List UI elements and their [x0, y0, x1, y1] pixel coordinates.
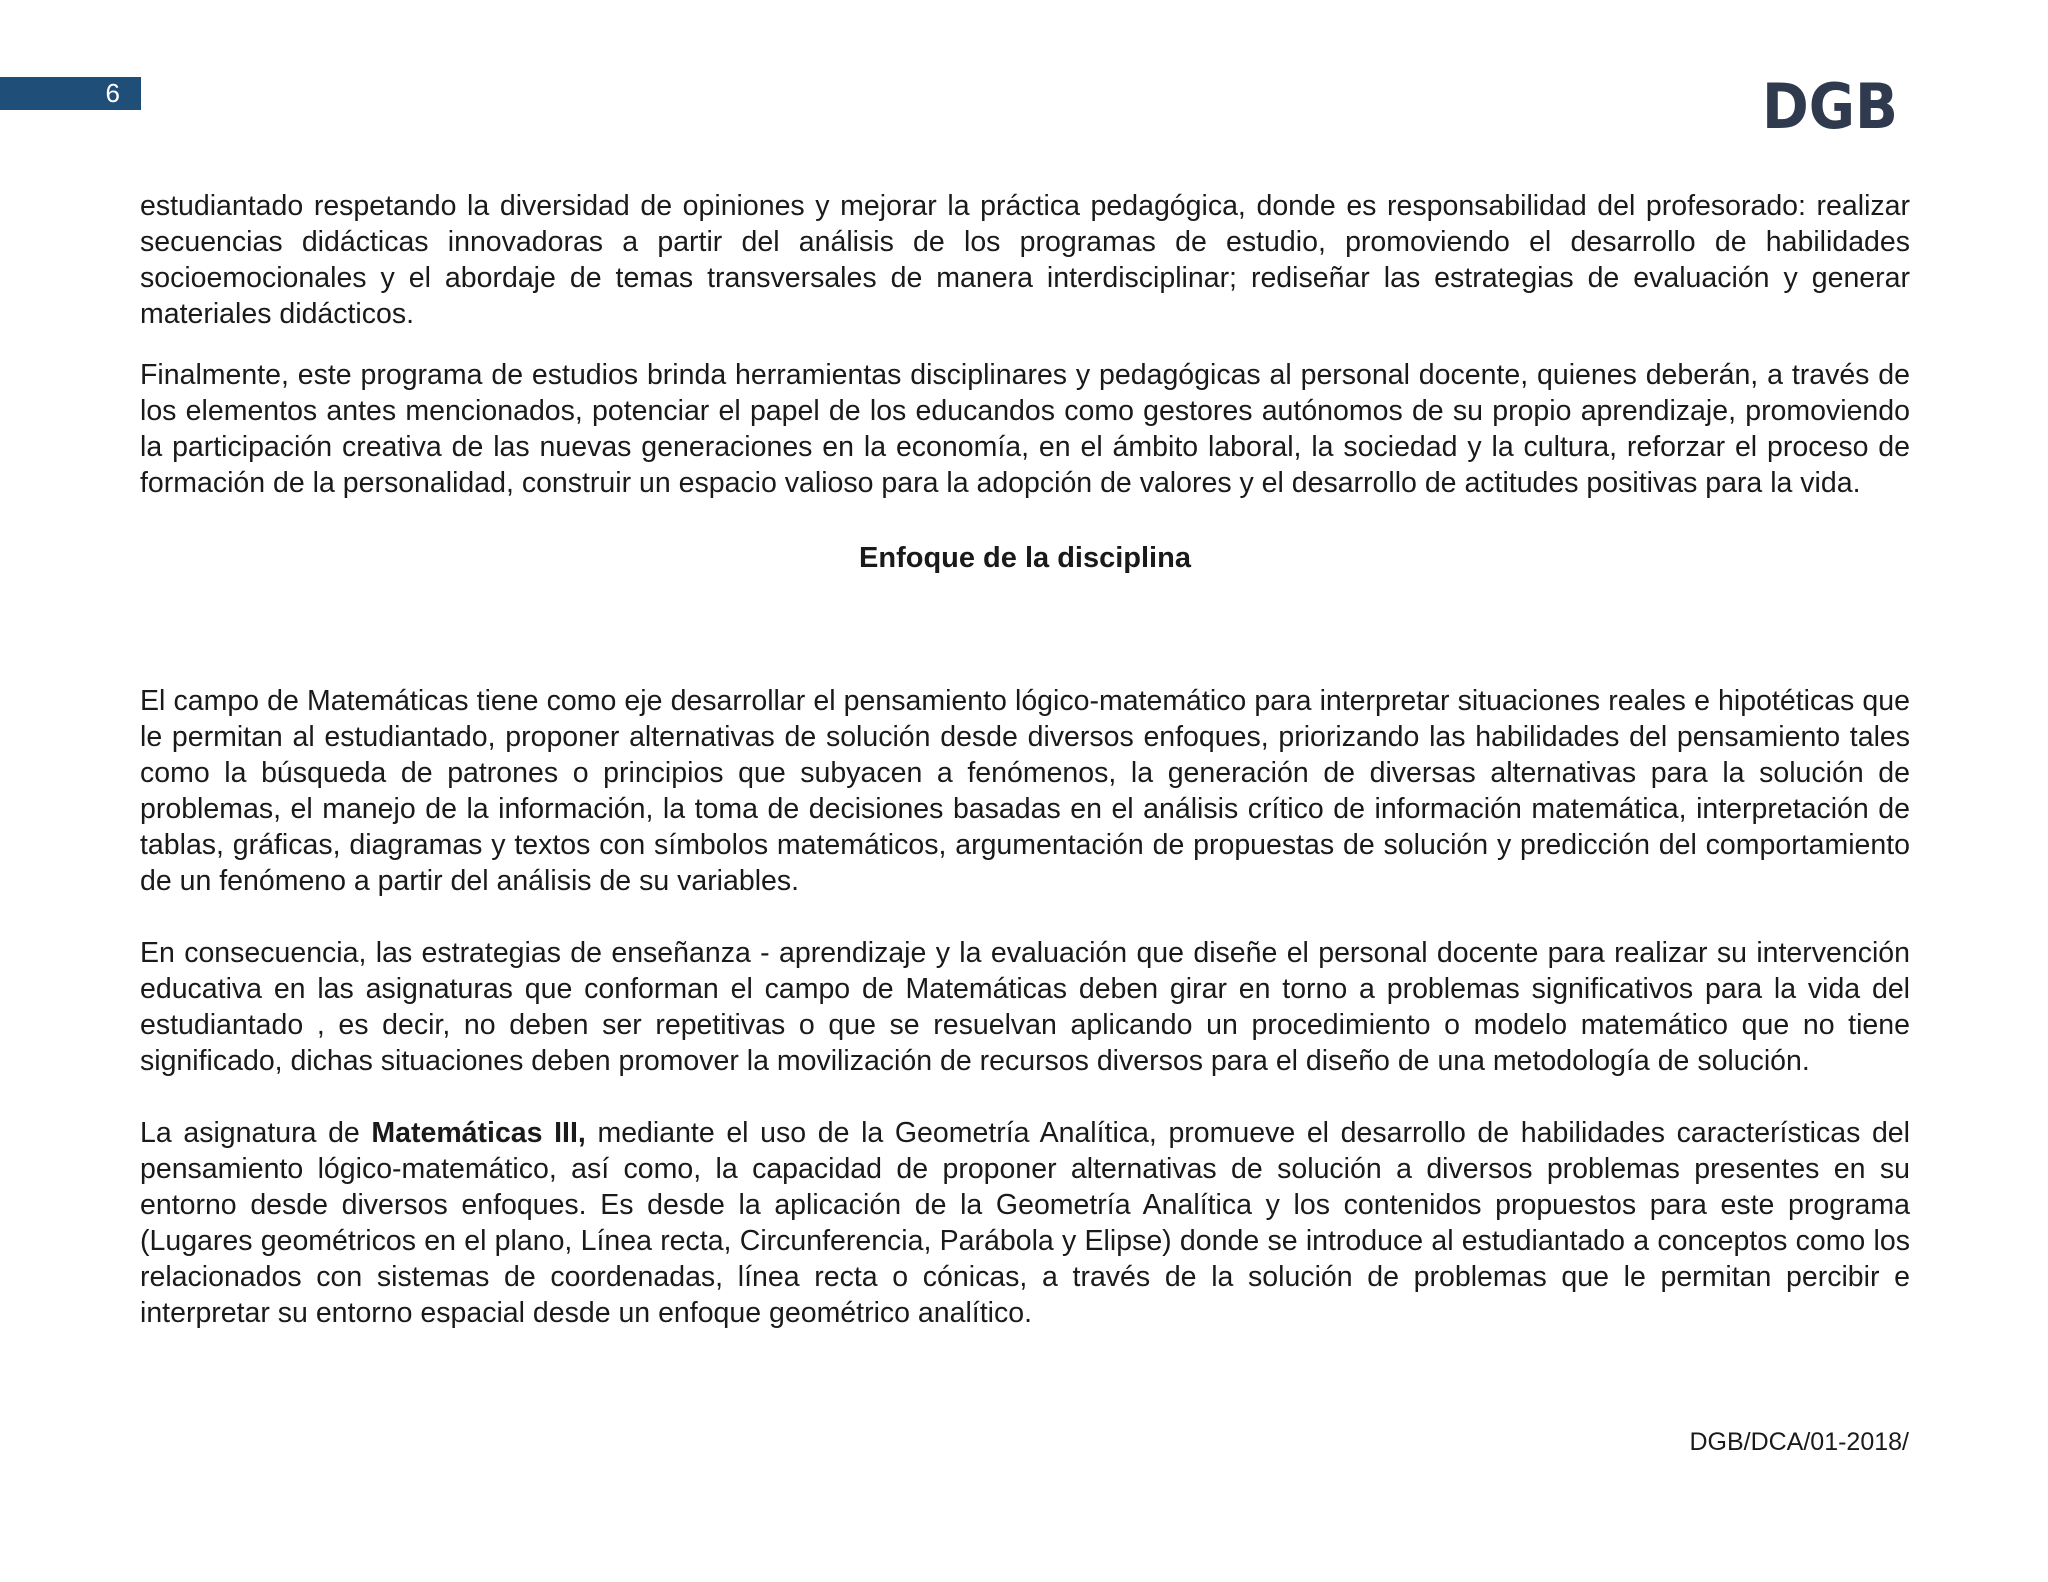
page-number-bar	[0, 77, 141, 110]
paragraph-5-rest: mediante el uso de la Geometría Analítica, promueve el desarrollo de habilidades características del pensamiento lógico-matemático, así como, la capacidad de proponer alternativas de solución a diversos problemas presentes en su entorno desde diversos enfoques. Es desde la aplicación de la Geometría Analítica y los contenidos propuestos para este programa (Lugares geométricos en el plano, Línea recta, Circunferencia, Parábola y Elipse) donde se introduce al estudiantado a conceptos como los relacionados con sistemas de coordenadas, línea recta o cónicas, a través de la solución de problemas que le permitan percibir e interpretar su entorno espacial desde un enfoque geométrico analítico.	[140, 1117, 1910, 1329]
dgb-logo	[1760, 72, 1900, 134]
page-body	[140, 188, 1910, 1331]
document-code: DGB/DCA/01-2018/	[1689, 1428, 1909, 1456]
dgb-logo-text: DGB	[1762, 72, 1898, 134]
paragraph-5-start: La asignatura de	[140, 1117, 372, 1149]
paragraph-4: En consecuencia, las estrategias de enseñanza - aprendizaje y la evaluación que diseñe el personal docente para realizar su intervención educativa en las asignaturas que conforman el campo de Matemáticas deben girar en torno a problemas significativos para la vida del estudiantado , es decir, no deben ser repetitivas o que se resuelvan aplicando un procedimiento o modelo matemático que no tiene significado, dichas situaciones deben promover la movilización de recursos diversos para el diseño de una metodología de solución.	[140, 937, 1910, 1077]
subject-name: Matemáticas III,	[371, 1117, 586, 1149]
page-number: 6	[105, 78, 120, 108]
paragraph-5	[140, 1115, 1910, 1331]
paragraph-3: El campo de Matemáticas tiene como eje desarrollar el pensamiento lógico-matemático para interpretar situaciones reales e hipotéticas que le permitan al estudiantado, proponer alternativas de solución desde diversos enfoques, priorizando las habilidades del pensamiento tales como la búsqueda de patrones o principios que subyacen a fenómenos, la generación de diversas alternativas para la solución de problemas, el manejo de la información, la toma de decisiones basadas en el análisis crítico de información matemática, interpretación de tablas, gráficas, diagramas y textos con símbolos matemáticos, argumentación de propuestas de solución y predicción del comportamiento de un fenómeno a partir del análisis de su variables.	[140, 685, 1910, 897]
section-heading: Enfoque de la disciplina	[859, 542, 1191, 574]
paragraph-2: Finalmente, este programa de estudios brinda herramientas disciplinares y pedagógicas al personal docente, quienes deberán, a través de los elementos antes mencionados, potenciar el papel de los educandos como gestores autónomos de su propio aprendizaje, promoviendo la participación creativa de las nuevas generaciones en la economía, en el ámbito laboral, la sociedad y la cultura, reforzar el proceso de formación de la personalidad, construir un espacio valioso para la adopción de valores y el desarrollo de actitudes positivas para la vida.	[140, 359, 1910, 499]
paragraph-1: estudiantado respetando la diversidad de opiniones y mejorar la práctica pedagógica, donde es responsabilidad del profesorado: realizar secuencias didácticas innovadoras a partir del análisis de los programas de estudio, promoviendo el desarrollo de habilidades socioemocionales y el abordaje de temas transversales de manera interdisciplinar; rediseñar las estrategias de evaluación y generar materiales didácticos.	[140, 190, 1910, 330]
